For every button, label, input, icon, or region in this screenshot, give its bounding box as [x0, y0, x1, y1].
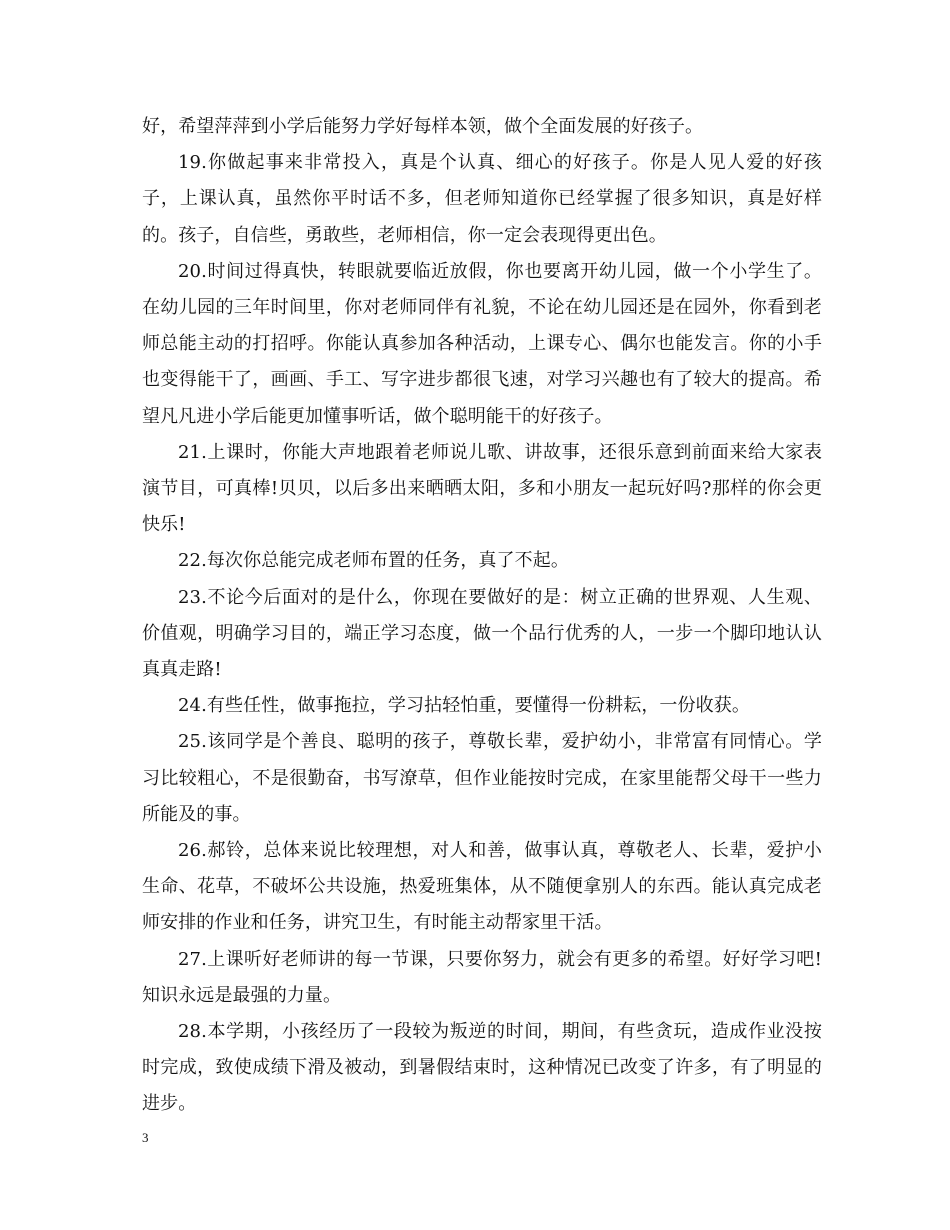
paragraph-item-22: 22.每次你总能完成老师布置的任务，真了不起。: [178, 550, 569, 572]
paragraph-item-26: 26.郝铃，总体来说比较理想，对人和善，做事认真，尊敬老人、长辈，爱护小生命、花草，不破坏公共设施，热爱班集体，从不随便拿别人的东西。能认真完成老师安排的作业和任务，讲究卫生，有时能主动帮家里干活。: [142, 840, 822, 934]
paragraph-item-23: 23.不论今后面对的是什么，你现在要做好的是：树立正确的世界观、人生观、价值观，明确学习目的，端正学习态度，做一个品行优秀的人，一步一个脚印地认认真真走路!: [142, 586, 822, 681]
paragraph-item-24: 24.有些任性，做事拖拉，学习拈轻怕重，要懂得一份耕耘，一份收获。: [178, 695, 750, 717]
paragraph-item-28: 28.本学期，小孩经历了一段较为叛逆的时间，期间，有些贪玩，造成作业没按时完成，致使成绩下滑及被动，到暑假结束时，这种情况已改变了许多，有了明显的进步。: [142, 1021, 822, 1115]
document-body: [142, 109, 822, 1123]
paragraph-continuation: 好，希望萍萍到小学后能努力学好每样本领，做个全面发展的好孩子。: [142, 116, 704, 137]
paragraph-item-21: 21.上课时，你能大声地跟着老师说儿歌、讲故事，还很乐意到前面来给大家表演节目，可真棒!贝贝，以后多出来晒晒太阳，多和小朋友一起玩好吗?那样的你会更快乐!: [142, 441, 822, 536]
paragraph-item-19: 19.你做起事来非常投入，真是个认真、细心的好孩子。你是人见人爱的好孩子，上课认真，虽然你平时话不多，但老师知道你已经掌握了很多知识，真是好样的。孩子，自信些，勇敢些，老师相信，你一定会表现得更出色。: [142, 152, 822, 246]
paragraph-item-25: 25.该同学是个善良、聪明的孩子，尊敬长辈，爱护幼小，非常富有同情心。学习比较粗心，不是很勤奋，书写潦草，但作业能按时完成，在家里能帮父母干一些力所能及的事。: [142, 731, 822, 825]
page-number: 3: [142, 1130, 149, 1145]
paragraph-item-20: 20.时间过得真快，转眼就要临近放假，你也要离开幼儿园，做一个小学生了。在幼儿园的三年时间里，你对老师同伴有礼貌，不论在幼儿园还是在园外，你看到老师总能主动的打招呼。你能认真参加各种活动，上课专心、偶尔也能发言。你的小手也变得能干了，画画、手工、写字进步都很飞速，对学习兴趣也有了较大的提高。希望凡凡进小学后能更加懂事听话，做个聪明能干的好孩子。: [142, 260, 822, 427]
paragraph-item-27: 27.上课听好老师讲的每一节课，只要你努力，就会有更多的希望。好好学习吧!知识永远是最强的力量。: [142, 948, 822, 1006]
